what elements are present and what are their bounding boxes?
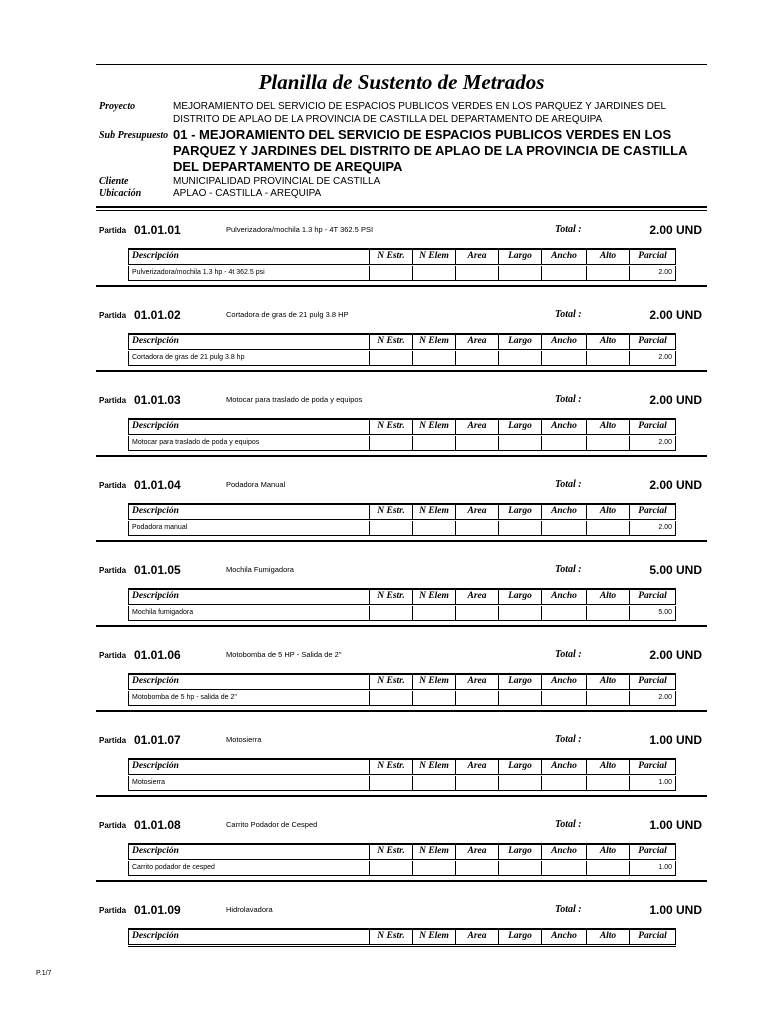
proyecto-line1: MEJORAMIENTO DEL SERVICIO DE ESPACIOS PUBLICOS VERDES EN LOS PARQUEZ Y JARDINES DEL [173,101,667,112]
partida-total-amount: 1.00 UND [649,818,702,832]
table-header [128,673,676,690]
column-header: Alto [586,760,629,774]
row-cell-empty [541,266,586,280]
table-row [128,436,676,451]
column-header: Largo [498,590,541,604]
ubicacion-value: APLAO - CASTILLA - AREQUIPA [173,188,322,199]
partida-separator [96,455,707,457]
column-header: Largo [498,420,541,434]
column-header: Descripción [128,930,369,944]
row-parcial: 2.00 [629,266,676,280]
partida-code: 01.01.08 [134,818,181,832]
column-header: Descripción [128,845,369,859]
column-header: N Estr. [369,675,412,689]
row-description: Podadora manual [128,521,369,535]
table-row [128,691,676,706]
table-header [128,333,676,350]
column-header: Ancho [541,590,586,604]
row-cell-empty [369,266,412,280]
top-rule [96,64,707,65]
row-cell-empty [369,606,412,620]
subpresupuesto-line3: DEL DEPARTAMENTO DE AREQUIPA [173,159,403,174]
row-cell-empty [369,691,412,705]
partida-label: Partida [99,736,127,745]
column-header: N Estr. [369,505,412,519]
column-header: N Estr. [369,250,412,264]
column-header: Parcial [629,590,676,604]
row-cell-empty [369,351,412,365]
column-header: Parcial [629,675,676,689]
partida-total-label: Total : [555,479,582,490]
partida-separator [96,540,707,542]
partida-total-label: Total : [555,394,582,405]
row-cell-empty [369,776,412,790]
table-row [128,266,676,281]
column-header: Ancho [541,250,586,264]
cliente-label: Cliente [99,176,129,187]
partida-total-label: Total : [555,819,582,830]
table-header [128,928,676,945]
column-header: Largo [498,845,541,859]
row-cell-empty [586,436,629,450]
page-number: P.1/7 [36,970,52,977]
row-cell-empty [455,521,498,535]
column-header: Alto [586,845,629,859]
column-header: N Elem [412,760,455,774]
row-cell-empty [498,266,541,280]
table-header [128,503,676,520]
row-cell-empty [455,861,498,875]
partida-total-label: Total : [555,904,582,915]
column-header: Alto [586,505,629,519]
column-header: Area [455,760,498,774]
table-header [128,843,676,860]
row-cell-empty [412,691,455,705]
column-header: Area [455,505,498,519]
column-header: Descripción [128,675,369,689]
partida-label: Partida [99,651,127,660]
column-header: Largo [498,335,541,349]
partida-total-amount: 5.00 UND [649,563,702,577]
table-row [128,351,676,366]
row-cell-empty [369,521,412,535]
table-row [128,861,676,876]
table-row [128,521,676,536]
partida-total-amount: 2.00 UND [649,393,702,407]
row-cell-empty [412,266,455,280]
partida-code: 01.01.07 [134,733,181,747]
ubicacion-label: Ubicación [99,188,142,199]
partida-label: Partida [99,566,127,575]
column-header: Area [455,590,498,604]
partida-separator [96,710,707,712]
row-cell-empty [586,776,629,790]
column-header: Largo [498,930,541,944]
row-cell-empty [369,436,412,450]
row-cell-empty [541,521,586,535]
row-cell-empty [586,351,629,365]
row-parcial: 2.00 [629,691,676,705]
column-header: Parcial [629,335,676,349]
partida-code: 01.01.01 [134,223,181,237]
row-cell-empty [455,691,498,705]
row-cell-empty [455,351,498,365]
column-header: N Elem [412,930,455,944]
document-title: Planilla de Sustento de Metrados [258,70,545,94]
partida-total-amount: 2.00 UND [649,223,702,237]
row-cell-empty [498,861,541,875]
column-header: Largo [498,505,541,519]
column-header: N Elem [412,845,455,859]
proyecto-line2: DISTRITO DE APLAO DE LA PROVINCIA DE CASTILLA DEL DEPARTAMENTO DE AREQUIPA [173,114,603,125]
row-cell-empty [498,351,541,365]
column-header: Descripción [128,590,369,604]
column-header: N Elem [412,590,455,604]
row-cell-empty [541,351,586,365]
partida-name: Podadora Manual [226,480,286,489]
column-header: Ancho [541,675,586,689]
column-header: Parcial [629,505,676,519]
column-header: Descripción [128,420,369,434]
row-cell-empty [498,521,541,535]
partida-code: 01.01.04 [134,478,181,492]
row-description: Cortadora de gras de 21 pulg 3.8 hp [128,351,369,365]
row-cell-empty [498,606,541,620]
partida-separator [96,795,707,797]
row-cell-empty [541,436,586,450]
partida-total-label: Total : [555,734,582,745]
partida-code: 01.01.02 [134,308,181,322]
row-cell-empty [498,691,541,705]
partida-total-amount: 1.00 UND [649,733,702,747]
column-header: Alto [586,420,629,434]
row-cell-empty [455,266,498,280]
column-header: Alto [586,335,629,349]
partida-total-amount: 2.00 UND [649,308,702,322]
row-cell-empty [586,606,629,620]
subpresupuesto-label: Sub Presupuesto [99,130,169,141]
table-row [128,776,676,791]
table-header [128,588,676,605]
row-description: Motobomba de 5 hp - salida de 2" [128,691,369,705]
partida-name: Hidrolavadora [226,905,273,914]
column-header: N Elem [412,335,455,349]
cliente-value: MUNICIPALIDAD PROVINCIAL DE CASTILLA [173,176,381,187]
row-cell-empty [586,266,629,280]
row-description: Mochila fumigadora [128,606,369,620]
partida-name: Mochila Fumigadora [226,565,294,574]
row-cell-empty [412,436,455,450]
column-header: Ancho [541,845,586,859]
column-header: Area [455,845,498,859]
table-header [128,248,676,265]
column-header: Ancho [541,420,586,434]
partida-code: 01.01.05 [134,563,181,577]
row-cell-empty [498,776,541,790]
row-cell-empty [455,776,498,790]
column-header: Ancho [541,505,586,519]
partida-separator [96,370,707,372]
column-header: Area [455,930,498,944]
partida-total-amount: 2.00 UND [649,648,702,662]
row-cell-empty [412,351,455,365]
column-header: N Elem [412,250,455,264]
column-header: Largo [498,675,541,689]
row-cell-empty [541,606,586,620]
partida-label: Partida [99,226,127,235]
column-header: Ancho [541,335,586,349]
row-cell-empty [541,776,586,790]
row-cell-empty [369,861,412,875]
row-description: Pulverizadora/mochila 1.3 hp - 4t 362.5 psi [128,266,369,280]
partida-total-amount: 1.00 UND [649,903,702,917]
column-header: Alto [586,675,629,689]
partida-name: Motosierra [226,735,262,744]
column-header: Descripción [128,505,369,519]
row-cell-empty [412,776,455,790]
partida-separator [96,625,707,627]
row-parcial: 1.00 [629,776,676,790]
column-header: N Elem [412,675,455,689]
column-header: Parcial [629,845,676,859]
column-header: N Estr. [369,930,412,944]
column-header: N Estr. [369,760,412,774]
column-header: N Elem [412,420,455,434]
partida-total-amount: 2.00 UND [649,478,702,492]
column-header: Descripción [128,760,369,774]
partida-code: 01.01.06 [134,648,181,662]
row-description: Carrito podador de cesped [128,861,369,875]
row-cell-empty [412,521,455,535]
partida-total-label: Total : [555,649,582,660]
partida-total-label: Total : [555,564,582,575]
table-header [128,758,676,775]
column-header: Area [455,675,498,689]
partida-name: Motocar para traslado de poda y equipos [226,395,363,404]
column-header: Alto [586,250,629,264]
column-header: Parcial [629,420,676,434]
row-cell-empty [498,436,541,450]
partida-label: Partida [99,481,127,490]
partida-label: Partida [99,311,127,320]
column-header: Alto [586,930,629,944]
column-header: N Estr. [369,420,412,434]
partida-name: Pulverizadora/mochila 1.3 hp - 4T 362.5 PSI [226,225,374,234]
row-parcial: 2.00 [629,351,676,365]
partida-label: Partida [99,906,127,915]
partida-name: Cortadora de gras de 21 pulg 3.8 HP [226,310,349,319]
partida-code: 01.01.09 [134,903,181,917]
column-header: Parcial [629,930,676,944]
column-header: N Estr. [369,590,412,604]
column-header: N Estr. [369,845,412,859]
subpresupuesto-line2: PARQUEZ Y JARDINES DEL DISTRITO DE APLAO DE LA PROVINCIA DE CASTILLA [173,143,688,158]
partida-label: Partida [99,821,127,830]
row-parcial: 5.00 [629,606,676,620]
row-cell-empty [412,606,455,620]
subpresupuesto-line1: 01 - MEJORAMIENTO DEL SERVICIO DE ESPACIOS PUBLICOS VERDES EN LOS [173,127,672,142]
row-cell-empty [455,606,498,620]
row-parcial: 2.00 [629,521,676,535]
table-header [128,418,676,435]
partida-label: Partida [99,396,127,405]
row-cell-empty [586,691,629,705]
column-header: N Estr. [369,335,412,349]
row-parcial: 1.00 [629,861,676,875]
proyecto-label: Proyecto [99,101,136,112]
table-end-rule [128,946,676,947]
header-rule [96,206,707,208]
column-header: Parcial [629,250,676,264]
column-header: Parcial [629,760,676,774]
row-cell-empty [541,861,586,875]
column-header: Area [455,250,498,264]
table-row [128,606,676,621]
partida-separator [96,880,707,882]
column-header: Descripción [128,335,369,349]
partida-separator [96,285,707,287]
row-cell-empty [586,861,629,875]
column-header: Descripción [128,250,369,264]
partida-total-label: Total : [555,309,582,320]
column-header: Ancho [541,760,586,774]
column-header: N Elem [412,505,455,519]
partida-code: 01.01.03 [134,393,181,407]
column-header: Alto [586,590,629,604]
partida-name: Motobomba de 5 HP - Salida de 2" [226,650,342,659]
column-header: Largo [498,250,541,264]
row-cell-empty [412,861,455,875]
partida-total-label: Total : [555,224,582,235]
column-header: Largo [498,760,541,774]
row-cell-empty [586,521,629,535]
header-rule-thin [96,210,707,211]
partida-name: Carrito Podador de Cesped [226,820,318,829]
row-parcial: 2.00 [629,436,676,450]
column-header: Ancho [541,930,586,944]
row-description: Motosierra [128,776,369,790]
row-cell-empty [541,691,586,705]
column-header: Area [455,420,498,434]
column-header: Area [455,335,498,349]
row-cell-empty [455,436,498,450]
row-description: Motocar para traslado de poda y equipos [128,436,369,450]
